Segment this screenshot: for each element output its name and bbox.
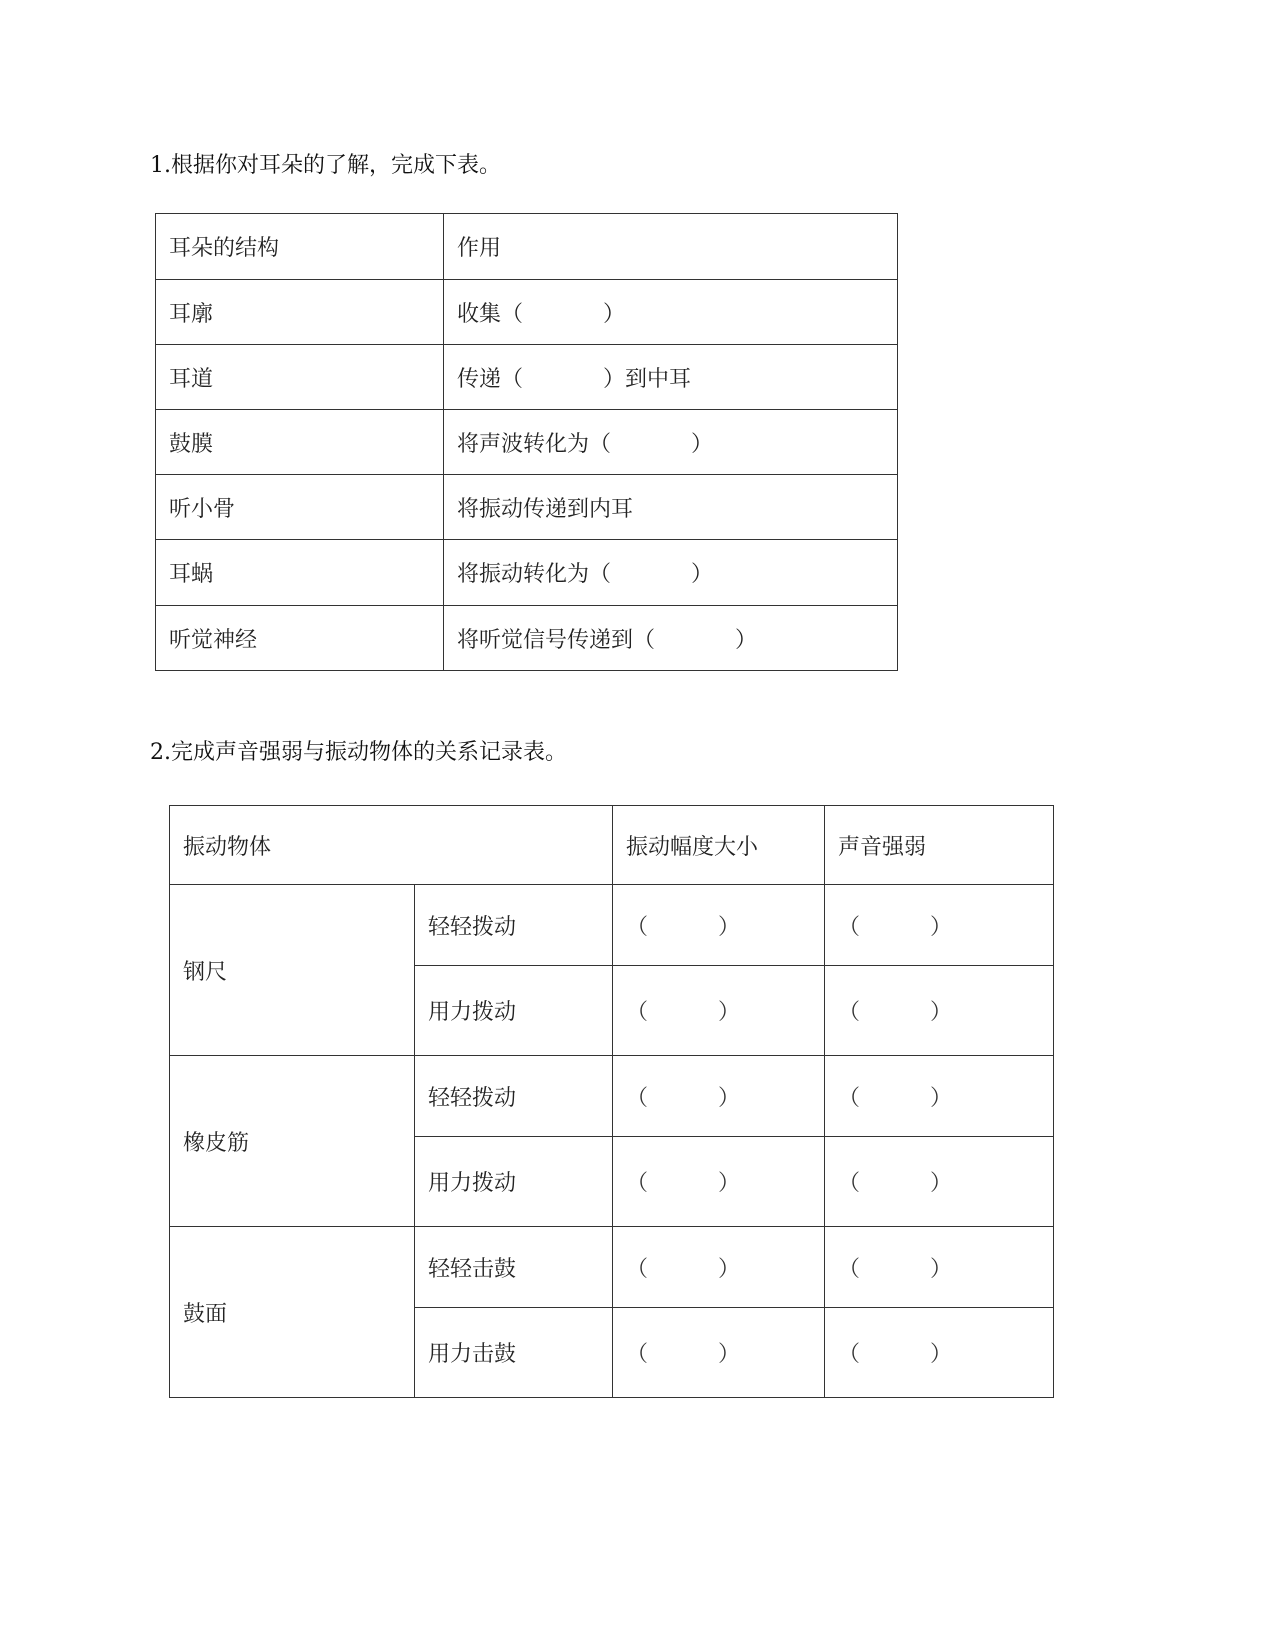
header-vibrating-object: 振动物体	[170, 806, 613, 885]
amplitude-answer-cell[interactable]	[613, 966, 825, 1056]
function-cell[interactable]	[444, 606, 898, 671]
amplitude-answer-cell[interactable]	[613, 1308, 825, 1398]
amplitude-answer-cell[interactable]	[613, 885, 825, 966]
table-row	[156, 345, 898, 410]
open-paren: （	[838, 1342, 861, 1367]
open-paren: （	[626, 1085, 649, 1111]
object-cell: 鼓面	[170, 1227, 415, 1398]
close-paren: ）	[718, 1171, 741, 1196]
close-paren: ）	[718, 1342, 741, 1367]
open-paren: （	[626, 1171, 649, 1196]
close-paren: ）	[718, 1000, 741, 1025]
function-text-before: 将听觉信号传递到（	[457, 627, 656, 653]
function-text-after: ）	[691, 431, 714, 457]
open-paren: （	[626, 1000, 649, 1025]
function-text-before: 传递（	[457, 366, 524, 392]
open-paren: （	[838, 914, 861, 940]
function-text-after: ）	[691, 562, 714, 587]
function-text-before: 将声波转化为（	[457, 431, 612, 457]
table-row	[156, 475, 898, 540]
table-row	[170, 885, 1054, 966]
action-cell: 用力拨动	[415, 966, 613, 1056]
close-paren: ）	[930, 1342, 953, 1367]
table-row	[156, 606, 898, 671]
question-2-title: 2.完成声音强弱与振动物体的关系记录表。	[150, 740, 567, 765]
table-row	[156, 410, 898, 475]
amplitude-answer-cell[interactable]	[613, 1227, 825, 1308]
open-paren: （	[626, 1256, 649, 1282]
loudness-answer-cell[interactable]	[825, 1137, 1054, 1227]
structure-cell: 听小骨	[156, 475, 444, 540]
open-paren: （	[626, 914, 649, 940]
header-amplitude: 振动幅度大小	[613, 806, 825, 885]
close-paren: ）	[930, 1085, 953, 1111]
close-paren: ）	[718, 914, 741, 940]
close-paren: ）	[930, 1256, 953, 1282]
structure-cell: 耳廓	[156, 280, 444, 345]
open-paren: （	[838, 1085, 861, 1111]
table-row	[156, 280, 898, 345]
structure-cell: 耳道	[156, 345, 444, 410]
close-paren: ）	[930, 1171, 953, 1196]
function-text-after: ）	[735, 627, 758, 653]
action-cell: 用力拨动	[415, 1137, 613, 1227]
header-function: 作用	[444, 214, 898, 280]
function-cell[interactable]	[444, 540, 898, 606]
open-paren: （	[838, 1256, 861, 1282]
action-cell: 用力击鼓	[415, 1308, 613, 1398]
open-paren: （	[626, 1342, 649, 1367]
loudness-answer-cell[interactable]	[825, 1056, 1054, 1137]
close-paren: ）	[930, 1000, 953, 1025]
loudness-answer-cell[interactable]	[825, 1308, 1054, 1398]
table-header-row	[170, 806, 1054, 885]
action-cell: 轻轻拨动	[415, 1056, 613, 1137]
function-text-before: 收集（	[457, 301, 524, 327]
function-text-before: 将振动传递到内耳	[457, 496, 634, 522]
function-cell[interactable]	[444, 345, 898, 410]
table-header-row	[156, 214, 898, 280]
object-cell: 钢尺	[170, 885, 415, 1056]
table-row	[170, 1056, 1054, 1137]
structure-cell: 鼓膜	[156, 410, 444, 475]
close-paren: ）	[718, 1256, 741, 1282]
close-paren: ）	[718, 1085, 741, 1111]
function-text-after: ）	[603, 301, 626, 327]
amplitude-answer-cell[interactable]	[613, 1137, 825, 1227]
question-1-title: 1.根据你对耳朵的了解，完成下表。	[150, 153, 501, 178]
ear-structure-table	[155, 213, 898, 671]
table-row	[170, 1227, 1054, 1308]
structure-cell: 耳蜗	[156, 540, 444, 606]
loudness-answer-cell[interactable]	[825, 966, 1054, 1056]
amplitude-answer-cell[interactable]	[613, 1056, 825, 1137]
action-cell: 轻轻击鼓	[415, 1227, 613, 1308]
action-cell: 轻轻拨动	[415, 885, 613, 966]
close-paren: ）	[930, 914, 953, 940]
function-cell[interactable]	[444, 410, 898, 475]
function-text-after: ）到中耳	[603, 366, 692, 392]
loudness-answer-cell[interactable]	[825, 885, 1054, 966]
structure-cell: 听觉神经	[156, 606, 444, 671]
open-paren: （	[838, 1000, 861, 1025]
table-row	[156, 540, 898, 606]
object-cell: 橡皮筋	[170, 1056, 415, 1227]
loudness-answer-cell[interactable]	[825, 1227, 1054, 1308]
function-text-before: 将振动转化为（	[457, 562, 612, 587]
open-paren: （	[838, 1171, 861, 1196]
sound-vibration-table	[169, 805, 1054, 1398]
function-cell[interactable]	[444, 280, 898, 345]
header-structure: 耳朵的结构	[156, 214, 444, 280]
function-cell	[444, 475, 898, 540]
header-loudness: 声音强弱	[825, 806, 1054, 885]
